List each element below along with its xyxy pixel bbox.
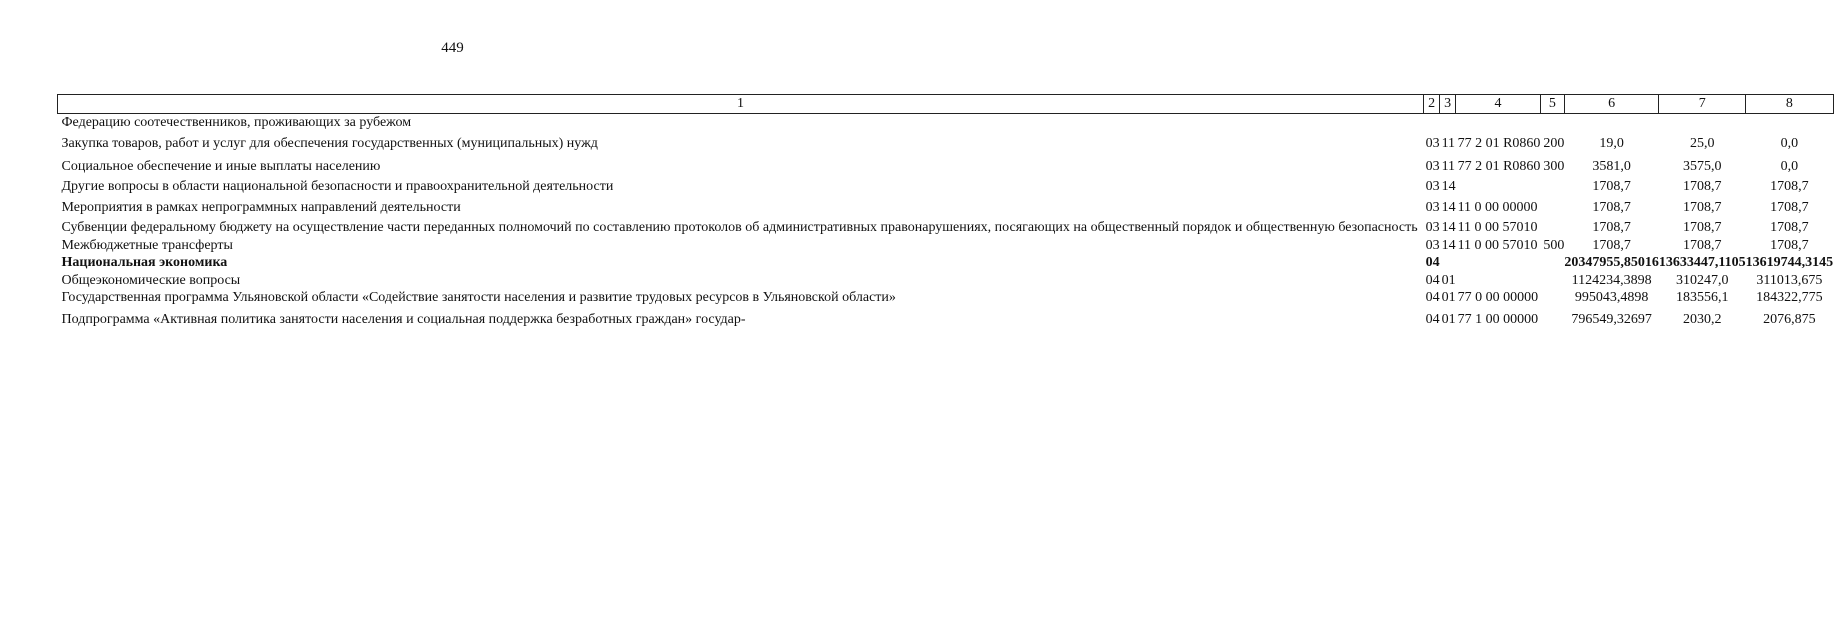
row-section: [1424, 113, 1440, 131]
row-amount-col8: 0,0: [1780, 158, 1799, 174]
row-amount-col6: 1708,7: [1592, 237, 1631, 253]
row-section: 03: [1425, 136, 1440, 151]
row-section: 04: [1425, 272, 1440, 288]
row-amount-col8: 184322,775: [1756, 290, 1823, 305]
row-amount-col6: 1708,7: [1592, 199, 1631, 215]
row-subsection: 14: [1441, 199, 1456, 215]
row-subsection: 14: [1441, 237, 1456, 253]
table-row: [58, 216, 1834, 237]
row-subsection: [1440, 113, 1456, 131]
header-col-5: 5: [1540, 95, 1564, 114]
row-name: Национальная экономика: [61, 255, 228, 270]
row-amount-col7: 1708,7: [1683, 199, 1722, 215]
row-target-article: 11 0 00 57010: [1457, 220, 1538, 235]
table-row: [58, 307, 1834, 329]
row-target-article: 77 2 01 R0860: [1457, 136, 1541, 151]
row-amount-col8: [1746, 113, 1834, 131]
row-amount-col6: 1124234,3898: [1571, 272, 1652, 288]
row-amount-col6: [1564, 113, 1659, 131]
table-row: [58, 113, 1834, 131]
row-subsection: 14: [1441, 179, 1456, 194]
row-amount-col6: 20347955,85016: [1564, 255, 1659, 270]
row-amount-col7: 13633447,1105: [1658, 255, 1746, 270]
row-section: 03: [1425, 158, 1440, 174]
row-name: Федерацию соотечественников, проживающих за рубежом: [61, 114, 412, 130]
row-amount-col6: 796549,32697: [1571, 311, 1652, 327]
row-amount-col6: 19,0: [1599, 136, 1624, 151]
row-section: 03: [1425, 199, 1440, 215]
row-amount-col8: 1708,7: [1770, 199, 1809, 215]
row-amount-col6: 995043,4898: [1574, 290, 1649, 305]
table-row: [58, 131, 1834, 153]
header-col-3: 3: [1440, 95, 1456, 114]
row-subsection: [1440, 254, 1456, 272]
row-name: Социальное обеспечение и иные выплаты населению: [61, 158, 381, 174]
row-target-article: 11 0 00 57010: [1457, 237, 1538, 253]
row-amount-col8: 13619744,3145: [1745, 255, 1834, 270]
row-section: 04: [1425, 311, 1440, 327]
row-target-article: 11 0 00 00000: [1457, 199, 1538, 215]
table-row: [58, 175, 1834, 196]
row-target-article: [1456, 254, 1541, 272]
row-name: Государственная программа Ульяновской области «Содействие занятости населения и развитие трудовых ресурсов в Ульяновской области»: [61, 290, 896, 305]
row-expense-type: 300: [1543, 158, 1565, 174]
row-amount-col8: 1708,7: [1770, 220, 1809, 235]
row-subsection: 11: [1441, 136, 1456, 151]
table-row: [58, 289, 1834, 307]
row-section: 04: [1425, 290, 1440, 305]
row-amount-col7: 1708,7: [1683, 179, 1722, 194]
row-target-article: 77 2 01 R0860: [1457, 158, 1541, 174]
row-amount-col7: [1659, 113, 1746, 131]
row-expense-type: [1540, 196, 1564, 217]
row-subsection: 01: [1441, 272, 1456, 288]
row-expense-type: [1540, 113, 1564, 131]
table-row: [58, 237, 1834, 255]
row-expense-type: [1540, 216, 1564, 237]
header-col-2: 2: [1424, 95, 1440, 114]
header-col-4: 4: [1456, 95, 1541, 114]
table-row: [58, 254, 1834, 272]
header-col-7: 7: [1659, 95, 1746, 114]
row-name: Субвенции федеральному бюджету на осуществление части переданных полномочий по составлению протоколов об административных правонарушениях, посягающих на общественный порядок и общественную безопасность: [61, 220, 1418, 235]
table-row: [58, 196, 1834, 217]
row-target-article: 77 1 00 00000: [1457, 311, 1539, 327]
row-expense-type: 200: [1543, 136, 1565, 151]
row-expense-type: 500: [1543, 237, 1565, 253]
budget-table: [57, 94, 1834, 328]
row-section: 03: [1425, 179, 1440, 194]
header-col-8: 8: [1746, 95, 1834, 114]
row-section: 04: [1425, 255, 1440, 270]
row-name: Межбюджетные трансферты: [61, 237, 233, 253]
row-expense-type: [1540, 289, 1564, 307]
row-amount-col8: 1708,7: [1770, 237, 1809, 253]
row-target-article: [1456, 272, 1541, 290]
row-amount-col7: 310247,0: [1676, 272, 1729, 288]
row-expense-type: [1540, 175, 1564, 196]
row-expense-type: [1540, 254, 1564, 272]
header-col-1: 1: [58, 95, 1424, 114]
header-col-6: 6: [1564, 95, 1659, 114]
row-target-article: 77 0 00 00000: [1457, 290, 1539, 305]
row-name: Подпрограмма «Активная политика занятости населения и социальная поддержка безработных граждан» государ-: [61, 311, 746, 327]
row-amount-col7: 3575,0: [1683, 158, 1722, 174]
row-name: Закупка товаров, работ и услуг для обеспечения государственных (муниципальных) нужд: [61, 136, 598, 151]
row-amount-col8: 2076,875: [1763, 311, 1816, 327]
row-target-article: [1456, 113, 1541, 131]
table-header-row: [58, 95, 1834, 114]
row-subsection: 11: [1441, 158, 1456, 174]
page-number: 449: [441, 40, 464, 56]
row-amount-col7: 183556,1: [1676, 290, 1729, 305]
row-subsection: 01: [1441, 311, 1456, 327]
table-row: [58, 272, 1834, 290]
row-section: 03: [1425, 237, 1440, 253]
row-amount-col6: 1708,7: [1592, 179, 1631, 194]
row-expense-type: [1540, 307, 1564, 329]
row-amount-col8: 311013,675: [1756, 272, 1823, 288]
row-section: 03: [1425, 220, 1440, 235]
table-body: [58, 113, 1834, 328]
row-amount-col7: 2030,2: [1683, 311, 1722, 327]
row-amount-col7: 1708,7: [1683, 237, 1722, 253]
row-expense-type: [1540, 272, 1564, 290]
table-row: [58, 153, 1834, 176]
row-amount-col6: 3581,0: [1592, 158, 1631, 174]
row-name: Общеэкономические вопросы: [61, 272, 241, 288]
row-amount-col7: 25,0: [1690, 136, 1715, 151]
row-amount-col6: 1708,7: [1592, 220, 1631, 235]
row-target-article: [1456, 175, 1541, 196]
row-amount-col8: 1708,7: [1770, 179, 1809, 194]
row-name: Другие вопросы в области национальной безопасности и правоохранительной деятельности: [61, 179, 614, 194]
row-amount-col8: 0,0: [1780, 136, 1799, 151]
row-subsection: 14: [1441, 220, 1456, 235]
row-name: Мероприятия в рамках непрограммных направлений деятельности: [61, 199, 461, 215]
row-amount-col7: 1708,7: [1683, 220, 1722, 235]
row-subsection: 01: [1441, 290, 1456, 305]
